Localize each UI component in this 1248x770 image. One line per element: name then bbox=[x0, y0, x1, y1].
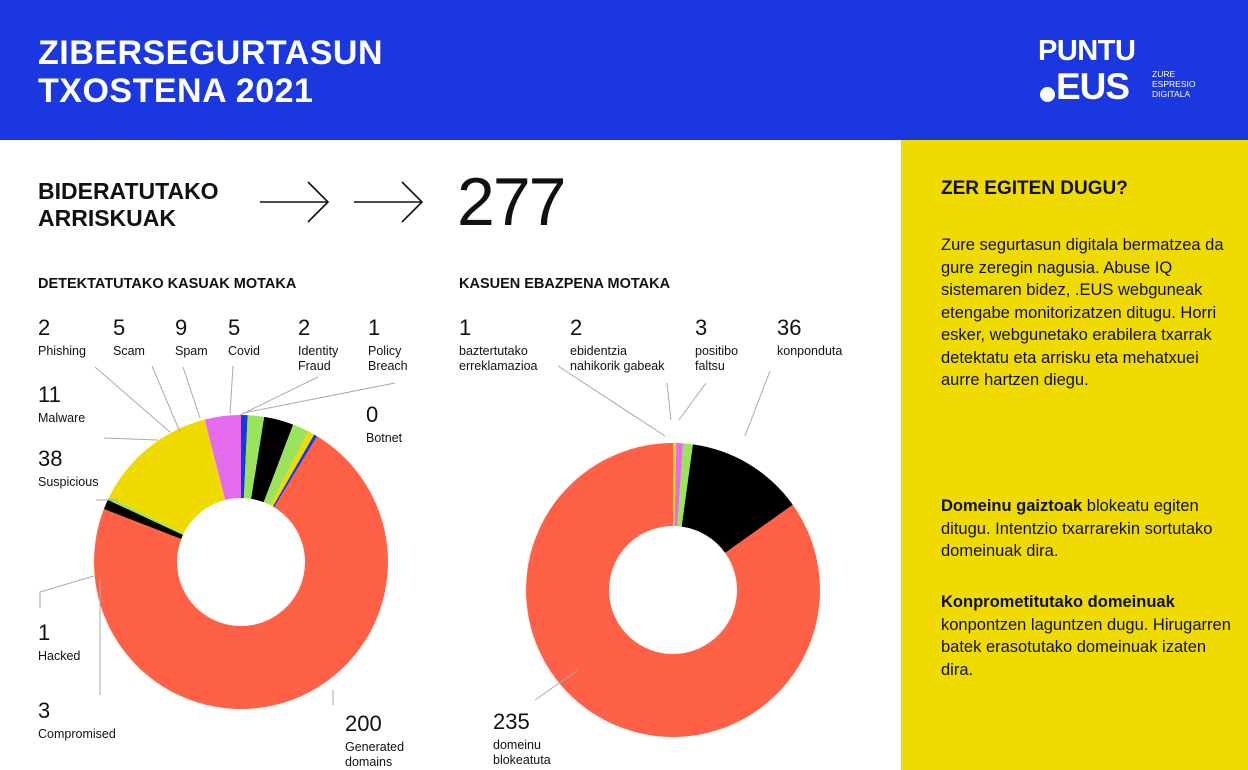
donut-chart-detected-cases bbox=[94, 415, 388, 709]
value-label-domeinu-blokeatuta: 235 bbox=[493, 709, 530, 734]
value-label-compromised: 3 bbox=[38, 698, 51, 723]
info-sidebar bbox=[901, 140, 1248, 770]
category-label-generated-domains: Generated bbox=[345, 740, 405, 754]
logo-tagline-3: DIGITALA bbox=[1152, 89, 1191, 99]
sidebar-paragraph-2-bold: Domeinu gaiztoak bbox=[941, 497, 1083, 515]
risk-summary-label-2: ARRISKUAK bbox=[38, 205, 176, 231]
leader-line bbox=[95, 367, 170, 432]
value-label-hacked: 1 bbox=[38, 620, 51, 645]
category-label-ebidentzia-nahikorik-gabeak: ebidentzia bbox=[570, 344, 627, 358]
category-label-baztertutako-erreklamazioa: erreklamazioa bbox=[459, 359, 538, 373]
category-label-scam: Scam bbox=[113, 344, 145, 358]
category-label-hacked: Hacked bbox=[38, 649, 81, 663]
category-label-malware: Malware bbox=[38, 411, 86, 425]
category-label-ebidentzia-nahikorik-gabeak: nahikorik gabeak bbox=[570, 359, 665, 373]
logo-eus-text: EUS bbox=[1056, 66, 1130, 107]
category-label-policy-breach: Policy bbox=[368, 344, 402, 358]
risk-summary-label-1: BIDERATUTAKO bbox=[38, 178, 219, 204]
leader-line bbox=[745, 371, 770, 436]
category-label-positibo-faltsu: faltsu bbox=[695, 359, 725, 373]
sidebar-paragraph-3-bold: Konprometitutako domeinuak bbox=[941, 593, 1175, 611]
category-label-baztertutako-erreklamazioa: baztertutako bbox=[459, 344, 528, 358]
value-label-konponduta: 36 bbox=[777, 315, 802, 340]
leader-line bbox=[558, 366, 665, 436]
leader-line bbox=[667, 383, 671, 420]
value-label-baztertutako-erreklamazioa: 1 bbox=[459, 315, 472, 340]
category-label-policy-breach: Breach bbox=[368, 359, 408, 373]
leader-line bbox=[104, 438, 158, 440]
logo-tagline-2: ESPRESIO bbox=[1152, 79, 1196, 89]
total-risks-value: 277 bbox=[457, 164, 565, 240]
category-label-suspicious: Suspicious bbox=[38, 475, 99, 489]
title-line-1: ZIBERSEGURTASUN bbox=[38, 34, 383, 72]
category-label-konponduta: konponduta bbox=[777, 344, 843, 358]
sidebar-paragraph-2 bbox=[941, 495, 1231, 563]
value-label-scam: 5 bbox=[113, 315, 126, 340]
value-label-botnet: 0 bbox=[366, 402, 379, 427]
category-label-positibo-faltsu: positibo bbox=[695, 344, 739, 358]
value-label-identity-fraud: 2 bbox=[298, 315, 311, 340]
sidebar-paragraph-3-rest: konpontzen laguntzen dugu. Hirugarren batek erasotutako domeinuak izaten dira. bbox=[941, 615, 1231, 679]
value-label-malware: 11 bbox=[38, 382, 61, 407]
value-label-positibo-faltsu: 3 bbox=[695, 315, 708, 340]
category-label-generated-domains: domains bbox=[345, 755, 393, 769]
donut-chart-resolution bbox=[526, 443, 820, 737]
category-label-spam: Spam bbox=[175, 344, 208, 358]
value-label-suspicious: 38 bbox=[38, 446, 63, 471]
category-label-phishing: Phishing bbox=[38, 344, 86, 358]
leader-line bbox=[230, 366, 233, 414]
logo-dot bbox=[1040, 87, 1055, 102]
value-label-generated-domains: 200 bbox=[345, 711, 382, 736]
value-label-covid: 5 bbox=[228, 315, 241, 340]
sidebar-paragraph-1: Zure segurtasun digitala bermatzea da gure zeregin nagusia. Abuse IQ sistemaren bidez, .EUS webguneak etengabe monitorizatzen ditugu. Horri esker, webgunetako erabilera txarrak detektatu eta arrisku eta mehatxuei aurre hartzen diegu. bbox=[941, 236, 1224, 389]
value-label-policy-breach: 1 bbox=[368, 315, 381, 340]
category-label-domeinu-blokeatuta: blokeatuta bbox=[493, 753, 551, 767]
chart1-title: DETEKTATUTAKO KASUAK MOTAKA bbox=[38, 276, 297, 292]
logo-tagline bbox=[1152, 69, 1195, 99]
chart2-title: KASUEN EBAZPENA MOTAKA bbox=[459, 276, 671, 292]
category-label-identity-fraud: Identity bbox=[298, 344, 339, 358]
sidebar-paragraph-2-rest: blokeatu egiten ditugu. Intentzio txarrarekin sortutako domeinuak dira. bbox=[941, 497, 1213, 560]
logo-tagline-1: ZURE bbox=[1152, 69, 1176, 79]
sidebar-paragraph-3 bbox=[941, 591, 1231, 681]
sidebar-title: ZER EGITEN DUGU? bbox=[941, 178, 1128, 199]
leader-line bbox=[40, 576, 94, 608]
value-label-phishing: 2 bbox=[38, 315, 51, 340]
category-label-domeinu-blokeatuta: domeinu bbox=[493, 738, 541, 752]
logo-top-text: PUNTU bbox=[1038, 35, 1136, 67]
leader-line bbox=[679, 383, 706, 420]
category-label-covid: Covid bbox=[228, 344, 260, 358]
category-label-compromised: Compromised bbox=[38, 727, 116, 741]
category-label-identity-fraud: Fraud bbox=[298, 359, 331, 373]
leader-line bbox=[183, 367, 200, 418]
value-label-spam: 9 bbox=[175, 315, 188, 340]
category-label-botnet: Botnet bbox=[366, 431, 403, 445]
leader-line bbox=[240, 377, 318, 415]
leader-line bbox=[152, 366, 180, 432]
title-line-2: TXOSTENA 2021 bbox=[38, 72, 314, 110]
value-label-ebidentzia-nahikorik-gabeak: 2 bbox=[570, 315, 583, 340]
